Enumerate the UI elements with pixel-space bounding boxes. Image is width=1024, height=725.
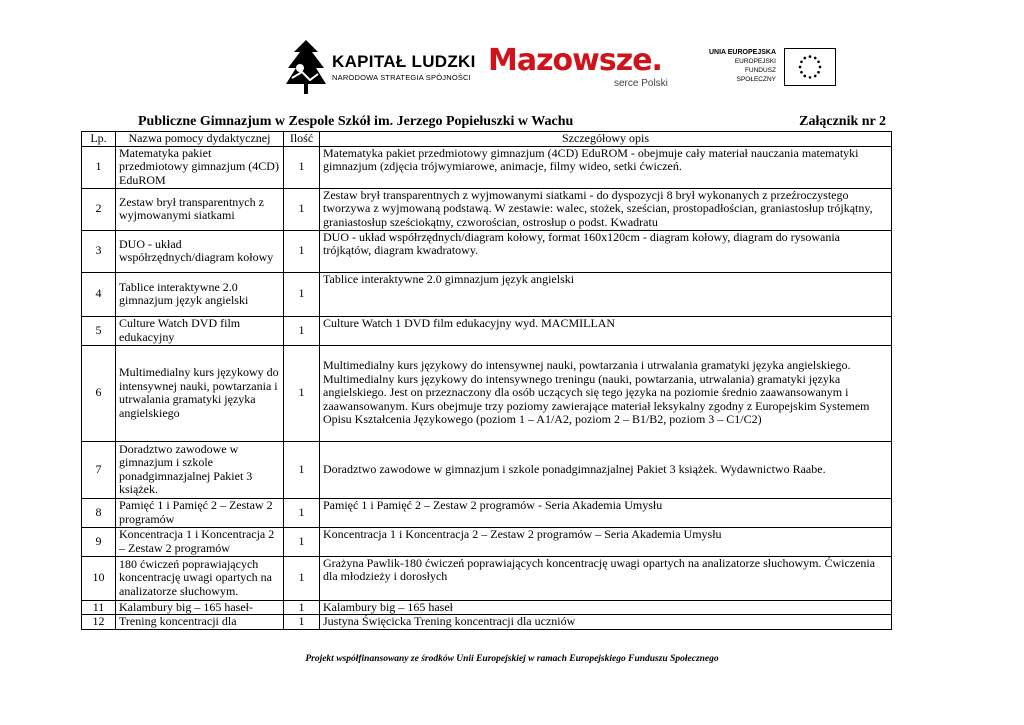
row-name: Kalambury big – 165 haseł-	[116, 600, 284, 615]
school-name: Publiczne Gimnazjum w Zespole Szkół im. Jerzego Popiełuszki w Wachu	[138, 114, 574, 129]
column-header-qty: Ilość	[284, 132, 320, 147]
row-desc: Grażyna Pawlik-180 ćwiczeń poprawiających koncentrację uwagi opartych na analizatorze słuchowym. Ćwiczenia dla młodzieży i dorosłych	[320, 556, 892, 600]
row-lp: 11	[82, 600, 116, 615]
row-name: Pamięć 1 i Pamięć 2 – Zestaw 2 programów	[116, 498, 284, 527]
row-name: Tablice interaktywne 2.0 gimnazjum język angielski	[116, 272, 284, 316]
column-header-desc: Szczegółowy opis	[320, 132, 892, 147]
row-lp: 10	[82, 556, 116, 600]
footer-note: Projekt współfinansowany ze środków Unii Europejskiej w ramach Europejskiego Funduszu Społecznego	[305, 654, 719, 664]
equipment-table	[81, 131, 892, 630]
column-header-lp: Lp.	[82, 132, 116, 147]
row-qty: 1	[284, 316, 320, 345]
mazowsze-wordmark: Mazowsze.	[488, 43, 662, 78]
row-desc: Culture Watch 1 DVD film edukacyjny wyd. MACMILLAN	[320, 316, 892, 345]
table-row	[82, 498, 892, 527]
table-row	[82, 556, 892, 600]
mazowsze-logo	[488, 43, 668, 89]
row-lp: 7	[82, 441, 116, 498]
row-qty: 1	[284, 272, 320, 316]
table-row	[82, 345, 892, 441]
table-row	[82, 146, 892, 188]
column-header-name: Nazwa pomocy dydaktycznej	[116, 132, 284, 147]
kapital-ludzki-emblem-icon	[284, 38, 328, 96]
table-row	[82, 230, 892, 272]
row-lp: 12	[82, 615, 116, 630]
table-row	[82, 615, 892, 630]
row-qty: 1	[284, 188, 320, 230]
document-header	[138, 114, 886, 130]
row-desc: Matematyka pakiet przedmiotowy gimnazjum (4CD) EduROM - obejmuje cały materiał nauczania matematyki gimnazjum (zdjęcia trójwymiarowe, animacje, filmy wideo, setki ćwiczeń.	[320, 146, 892, 188]
table-header-row	[82, 132, 892, 147]
table-row	[82, 272, 892, 316]
row-name: Koncentracja 1 i Koncentracja 2 – Zestaw 2 programów	[116, 527, 284, 556]
row-name: Matematyka pakiet przedmiotowy gimnazjum (4CD) EduROM	[116, 146, 284, 188]
row-name: Trening koncentracji dla	[116, 615, 284, 630]
mazowsze-tagline: serce Polski	[614, 78, 668, 89]
row-lp: 4	[82, 272, 116, 316]
row-lp: 1	[82, 146, 116, 188]
row-desc: Tablice interaktywne 2.0 gimnazjum język angielski	[320, 272, 892, 316]
row-desc: Justyna Święcicka Trening koncentracji dla uczniów	[320, 615, 892, 630]
row-qty: 1	[284, 441, 320, 498]
row-qty: 1	[284, 498, 320, 527]
row-qty: 1	[284, 146, 320, 188]
row-qty: 1	[284, 615, 320, 630]
row-desc: Doradztwo zawodowe w gimnazjum i szkole ponadgimnazjalnej Pakiet 3 książek. Wydawnictwo Raabe.	[320, 441, 892, 498]
attachment-label: Załącznik nr 2	[799, 114, 886, 129]
row-lp: 6	[82, 345, 116, 441]
row-qty: 1	[284, 600, 320, 615]
kapital-ludzki-title: KAPITAŁ LUDZKI	[332, 52, 476, 71]
row-qty: 1	[284, 556, 320, 600]
row-name: 180 ćwiczeń poprawiających koncentrację uwagi opartych na analizatorze słuchowym.	[116, 556, 284, 600]
row-desc: Multimedialny kurs językowy do intensywnej nauki, powtarzania i utrwalania gramatyki języka angielskiego. Multimedialny kurs językowy do intensywnego treningu (nauki, powtarzania, utrwalania) gramatyki języka angielskiego. Jest on przeznaczony dla osób uczących się tego języka na poziomie średnio zaawansowanym i zaawansowanym. Kurs obejmuje trzy poziomy zawierające materiał leksykalny zgodny z Europejskim Systemem Opisu Kształcenia Językowego (poziom 1 – A1/A2, poziom 2 – B1/B2, poziom 3 – C1/C2)	[320, 345, 892, 441]
table-row	[82, 527, 892, 556]
row-qty: 1	[284, 345, 320, 441]
row-qty: 1	[284, 230, 320, 272]
row-lp: 8	[82, 498, 116, 527]
eu-line-3: FUNDUSZ SPOŁECZNY	[736, 67, 776, 83]
row-name: Zestaw brył transparentnych z wyjmowanymi siatkami	[116, 188, 284, 230]
table-row	[82, 188, 892, 230]
table-row	[82, 316, 892, 345]
eu-line-1: UNIA EUROPEJSKA	[708, 49, 776, 56]
row-lp: 9	[82, 527, 116, 556]
row-desc: Pamięć 1 i Pamięć 2 – Zestaw 2 programów - Seria Akademia Umysłu	[320, 498, 892, 527]
row-name: Culture Watch DVD film edukacyjny	[116, 316, 284, 345]
eu-line-2: EUROPEJSKI	[734, 58, 776, 65]
eu-flag-icon	[784, 48, 836, 86]
row-desc: DUO - układ współrzędnych/diagram kołowy, format 160x120cm - diagram kołowy, diagram do rysowania trójkątów, diagram kwadratowy.	[320, 230, 892, 272]
kapital-ludzki-subtitle: NARODOWA STRATEGIA SPÓJNOŚCI	[332, 73, 471, 82]
row-desc: Zestaw brył transparentnych z wyjmowanymi siatkami - do dyspozycji 8 brył wykonanych z przeźroczystego tworzywa z wyjmowaną podstawą. W zestawie: walec, stożek, sześcian, prostopadłościan, graniastosłup trójkątny, graniastosłup sześciokątny, czworościan, ostrosłup o podst. Kwadratu	[320, 188, 892, 230]
row-name: Doradztwo zawodowe w gimnazjum i szkole ponadgimnazjalnej Pakiet 3 książek.	[116, 441, 284, 498]
row-name: Multimedialny kurs językowy do intensywnej nauki, powtarzania i utrwalania gramatyki języka angielskiego	[116, 345, 284, 441]
row-lp: 3	[82, 230, 116, 272]
table-row	[82, 600, 892, 615]
table-row	[82, 441, 892, 498]
row-desc: Kalambury big – 165 haseł	[320, 600, 892, 615]
row-name: DUO - układ współrzędnych/diagram kołowy	[116, 230, 284, 272]
row-desc: Koncentracja 1 i Koncentracja 2 – Zestaw 2 programów – Seria Akademia Umysłu	[320, 527, 892, 556]
row-qty: 1	[284, 527, 320, 556]
row-lp: 5	[82, 316, 116, 345]
eu-logo	[704, 48, 776, 84]
row-lp: 2	[82, 188, 116, 230]
logos-bar	[0, 38, 1024, 98]
